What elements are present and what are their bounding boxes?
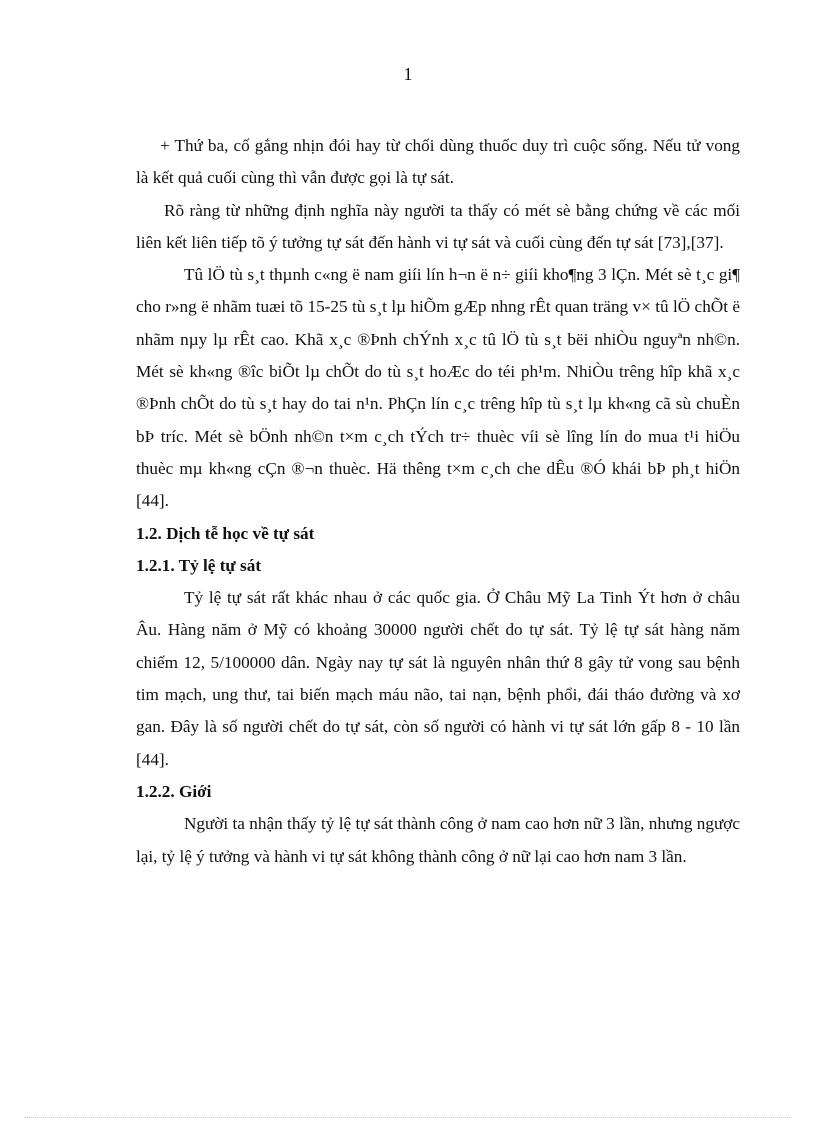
paragraph-gender: Người ta nhận thấy tỷ lệ tự sát thành công ở nam cao hơn nữ 3 lần, nhưng ngược lại, tỷ lệ ý tưởng và hành vi tự sát không thành công ở nữ lại cao hơn nam 3 lần. <box>136 814 740 866</box>
page-bottom-divider <box>24 1117 792 1118</box>
heading-suicide-rate: 1.2.1. Tỷ lệ tự sát <box>136 555 262 575</box>
paragraph-suicide-methods: + Thứ ba, cố gắng nhịn đói hay từ chối dùng thuốc duy trì cuộc sống. Nếu tử vong là kết quả cuối cùng thì vẫn được gọi là tự sát. <box>136 136 740 188</box>
heading-gender: 1.2.2. Giới <box>136 781 212 801</box>
page-number: 1 <box>403 64 413 84</box>
paragraph-evidence: Rõ ràng từ những định nghĩa này người ta thấy có mét sè bằng chứng về các mối liên kết liên tiếp tõ ý tưởng tự sát đến hành vi tự sát và cuối cùng đến tự sát [73],[37]. <box>136 200 740 252</box>
heading-epidemiology: 1.2. Dịch tễ học về tự sát <box>136 523 315 543</box>
paragraph-legacy-encoding: Tû lÖ tù s¸t thµnh c«ng ë nam giíi lín h¬n ë n÷ giíi kho¶ng 3 lÇn. Mét sè t¸c gi¶ cho r»ng ë nhãm tuæi tõ 15-25 tù s¸t lµ hiÕm gÆp nhng rÊt quan träng v× tû lÖ chÕt ë nhãm nµy lµ rÊt cao. Khã x¸c ®Þnh chÝnh x¸c tû lÖ tù s¸t bëi nhiÒu nguyªn nh©n. Mét sè kh«ng ®îc biÕt lµ chÕt do tù s¸t hoÆc do téi ph¹m. NhiÒu trêng hîp khã x¸c ®Þnh chÕt do tù s¸t hay do tai n¹n. PhÇn lín c¸c trêng hîp tù s¸t lµ kh«ng cã sù chuÈn bÞ tríc. Mét sè bÖnh nh©n t×m c¸ch tÝch tr÷ thuèc víi sè lîng lín do mua t¹i hiÖu thuèc mµ kh«ng cÇn ®¬n thuèc. Hä thêng t×m c¸ch che dÊu ®Ó khái bÞ ph¸t hiÖn [44]. <box>136 265 740 511</box>
paragraph-suicide-rate: Tỷ lệ tự sát rất khác nhau ở các quốc gia. Ở Châu Mỹ La Tinh Ýt hơn ở châu Âu. Hàng năm ở Mỹ có khoảng 30000 người chết do tự sát. Tỷ lệ tự sát hàng năm chiếm 12, 5/100000 dân. Ngày nay tự sát là nguyên nhân thứ 8 gây tử vong sau bệnh tim mạch, ung thư, tai biến mạch máu não, tai nạn, bệnh phổi, đái tháo đường và xơ gan. Đây là số người chết do tự sát, còn số người có hành vi tự sát lớn gấp 8 - 10 lần [44]. <box>136 588 740 769</box>
document-body <box>136 130 740 873</box>
